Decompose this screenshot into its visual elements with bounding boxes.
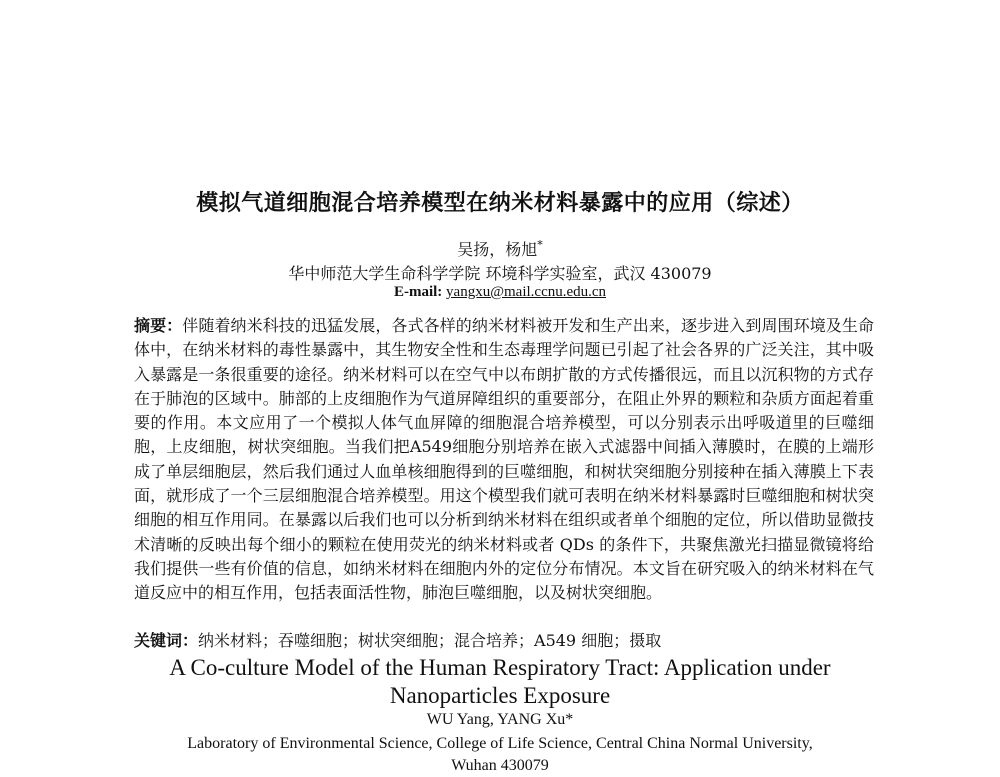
chinese-keywords bbox=[134, 628, 874, 651]
email-line bbox=[0, 284, 1000, 301]
chinese-author-names: 吴扬，杨旭 bbox=[457, 240, 538, 259]
email-label: E-mail: bbox=[393, 284, 443, 300]
abstract-label: 摘要： bbox=[134, 316, 183, 335]
english-title-line-1: A Co-culture Model of the Human Respiratory Tract: Application under bbox=[169, 655, 831, 680]
email-link[interactable]: yangxu@mail.ccnu.edu.cn bbox=[446, 284, 607, 300]
english-affiliation bbox=[0, 733, 1000, 777]
corresponding-author-mark: * bbox=[537, 238, 543, 252]
abstract-text: 伴随着纳米科技的迅猛发展，各式各样的纳米材料被开发和生产出来，逐步进入到周围环境及生命体中，在纳米材料的毒性暴露中，其生物安全性和生态毒理学问题已引起了社会各界的广泛关注，其中吸入暴露是一条很重要的途径。纳米材料可以在空气中以布朗扩散的方式传播很远，而且以沉积物的方式存在于肺泡的区域中。肺部的上皮细胞作为气道屏障组织的重要部分，在阻止外界的颗粒和杂质方面起着重要的作用。本文应用了一个模拟人体气血屏障的细胞混合培养模型，可以分别表示出呼吸道里的巨噬细胞，上皮细胞，树状突细胞。当我们把A549细胞分别培养在嵌入式滤器中间插入薄膜时，在膜的上端形成了单层细胞层，然后我们通过人血单核细胞得到的巨噬细胞，和树状突细胞分别接种在插入薄膜上下表面，就形成了一个三层细胞混合培养模型。用这个模型我们就可表明在纳米材料暴露时巨噬细胞和树状突细胞的相互作用同。在暴露以后我们也可以分析到纳米材料在组织或者单个细胞的定位，所以借助显微技术清晰的反映出每个细小的颗粒在使用荧光的纳米材料或者 QDs 的条件下，共聚焦激光扫描显微镜将给我们提供一些有价值的信息，如纳米材料在细胞内外的定位分布情况。本文旨在研究吸入的纳米材料在气道反应中的相互作用，包括表面活性物，肺泡巨噬细胞，以及树状突细胞。 bbox=[134, 316, 874, 603]
english-affiliation-line-1: Laboratory of Environmental Science, College of Life Science, Central China Normal University, bbox=[187, 735, 813, 752]
keywords-text: 纳米材料；吞噬细胞；树状突细胞；混合培养；A549 细胞；摄取 bbox=[198, 631, 662, 650]
english-title bbox=[0, 654, 1000, 710]
chinese-abstract bbox=[134, 314, 874, 606]
keywords-label: 关键词： bbox=[134, 631, 199, 650]
english-authors: WU Yang, YANG Xu* bbox=[426, 711, 574, 728]
english-affiliation-line-2: Wuhan 430079 bbox=[451, 757, 549, 774]
chinese-authors bbox=[0, 237, 1000, 260]
english-title-line-2: Nanoparticles Exposure bbox=[389, 683, 611, 708]
chinese-affiliation: 华中师范大学生命科学学院 环境科学实验室，武汉 430079 bbox=[288, 264, 712, 283]
chinese-title: 模拟气道细胞混合培养模型在纳米材料暴露中的应用（综述） bbox=[196, 191, 804, 216]
